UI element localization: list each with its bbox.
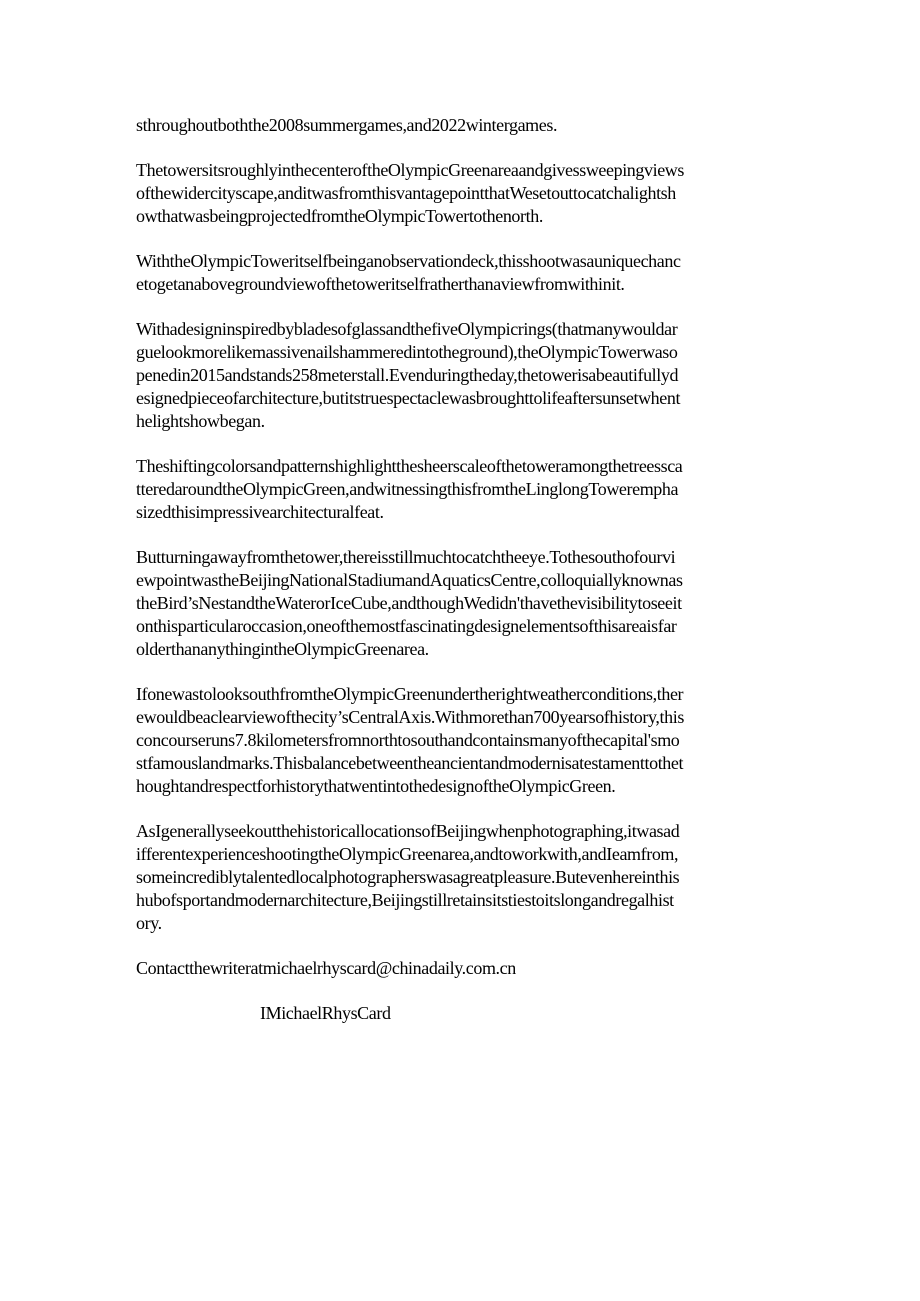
paragraph-2 — [136, 159, 784, 228]
text-line: stfamouslandmarks.Thisbalancebetweentheancientandmodernisatestamenttothet — [136, 753, 684, 773]
text-line: someincrediblytalentedlocalphotographerswasagreatpleasure.Butevenhereinthis — [136, 867, 680, 887]
text-line: ofthewidercityscape,anditwasfromthisvantagepointthatWesetouttocatchalightsh — [136, 183, 676, 203]
text-line: ThetowersitsroughlyinthecenteroftheOlympicGreenareaandgivessweepingviews — [136, 160, 685, 180]
text-line: ory. — [136, 913, 162, 933]
text-line: Theshiftingcolorsandpatternshighlightthesheerscaleofthetoweramongthetreessca — [136, 456, 683, 476]
text-line: tteredaroundtheOlympicGreen,andwitnessingthisfromtheLinglongTowerempha — [136, 479, 679, 499]
paragraph-5 — [136, 455, 784, 524]
paragraph-7 — [136, 683, 784, 798]
text-line: sthroughoutboththe2008summergames,and2022wintergames. — [136, 115, 558, 135]
text-line: penedin2015andstands258meterstall.Evenduringtheday,thetowerisabeautifullyd — [136, 365, 679, 385]
text-line: ewouldbeaclearviewofthecity’sCentralAxis.Withmorethan700yearsofhistory,this — [136, 707, 684, 727]
text-line: houghtandrespectforhistorythatwentintothedesignoftheOlympicGreen. — [136, 776, 616, 796]
text-line: hubofsportandmodernarchitecture,Beijingstillretainsitstiestoitslongandregalhist — [136, 890, 674, 910]
text-line: WithadesigninspiredbybladesofglassandthefiveOlympicrings(thatmanywouldar — [136, 319, 678, 339]
text-line: guelookmorelikemassivenailshammeredintotheground),theOlympicTowerwaso — [136, 342, 678, 362]
contact-paragraph — [136, 957, 784, 980]
text-line: ewpointwastheBeijingNationalStadiumandAquaticsCentre,colloquiallyknownas — [136, 570, 683, 590]
text-line: esignedpieceofarchitecture,butitstruespectaclewasbroughttolifeaftersunsetwhent — [136, 388, 681, 408]
text-line: IfonewastolooksouthfromtheOlympicGreenundertherightweatherconditions,ther — [136, 684, 684, 704]
text-line: onthisparticularoccasion,oneofthemostfascinatingdesignelementsofthisareaisfar — [136, 616, 677, 636]
text-line: AsIgenerallyseekoutthehistoricallocationsofBeijingwhenphotographing,itwasad — [136, 821, 680, 841]
signature-text: IMichaelRhysCard — [260, 1003, 391, 1023]
contact-line: Contactthewriteratmichaelrhyscard@chinadaily.com.cn — [136, 958, 516, 978]
text-line: ifferentexperienceshootingtheOlympicGreenarea,andtoworkwith,andIeamfrom, — [136, 844, 679, 864]
text-line: concourseruns7.8kilometersfromnorthtosouthandcontainsmanyofthecapital'smo — [136, 730, 680, 750]
paragraph-3 — [136, 250, 784, 296]
text-line: etogetanabovegroundviewofthetoweritselfratherthanaviewfromwithinit. — [136, 274, 625, 294]
text-line: WiththeOlympicToweritselfbeinganobservationdeck,thisshootwasauniquechanc — [136, 251, 681, 271]
text-line: olderthananythingintheOlympicGreenarea. — [136, 639, 429, 659]
text-line: sizedthisimpressivearchitecturalfeat. — [136, 502, 384, 522]
text-line: theBird’sNestandtheWaterorIceCube,andthoughWedidn'thavethevisibilitytoseeit — [136, 593, 682, 613]
article-body — [136, 114, 784, 1025]
text-line: helightshowbegan. — [136, 411, 265, 431]
paragraph-1 — [136, 114, 784, 137]
paragraph-4 — [136, 318, 784, 433]
author-signature — [136, 1002, 784, 1025]
text-line: owthatwasbeingprojectedfromtheOlympicTowertothenorth. — [136, 206, 543, 226]
paragraph-8 — [136, 820, 784, 935]
text-line: Butturningawayfromthetower,thereisstillmuchtocatchtheeye.Tothesouthofourvi — [136, 547, 676, 567]
paragraph-6 — [136, 546, 784, 661]
